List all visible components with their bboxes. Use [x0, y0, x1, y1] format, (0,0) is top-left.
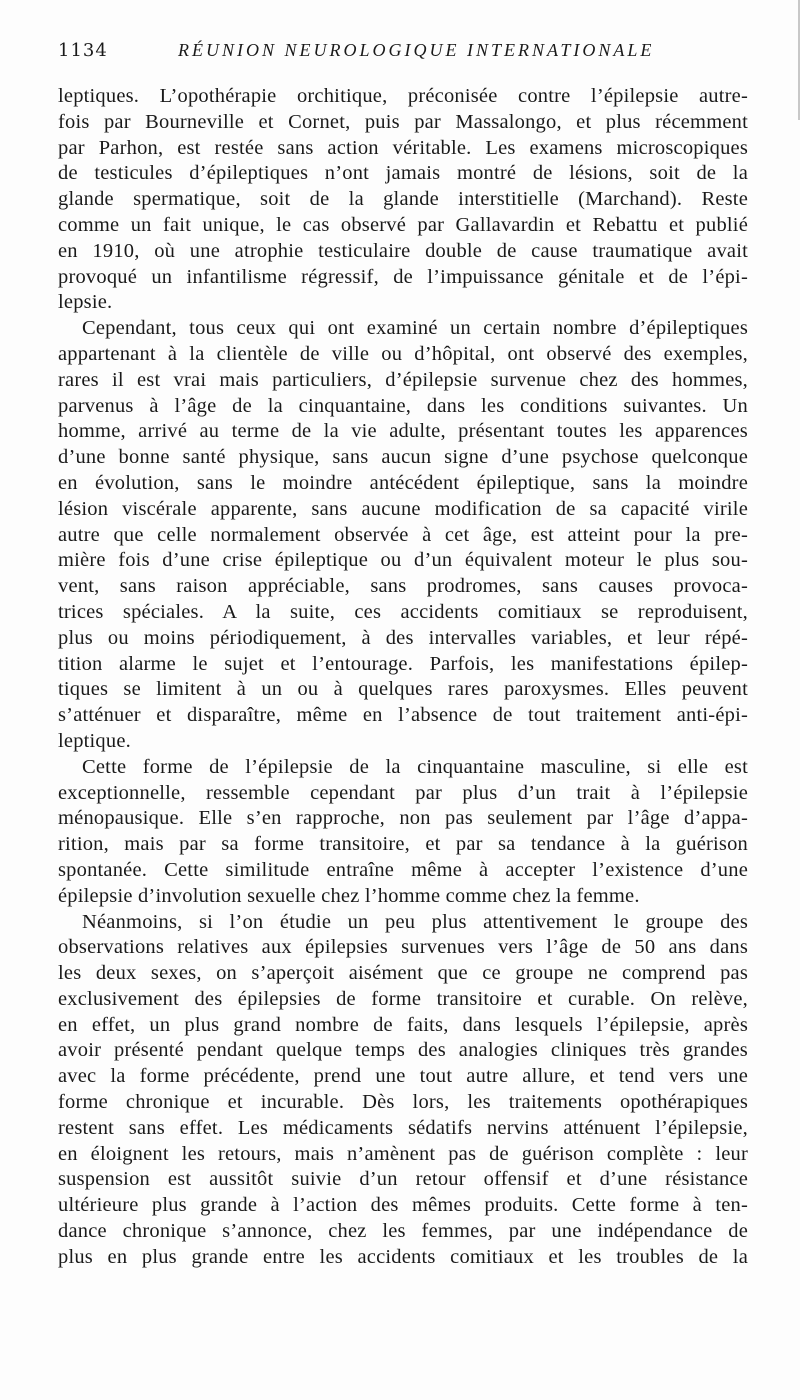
- running-head: [58, 40, 748, 68]
- text-line: ultérieure plus grande à l’action des mêmes produits. Cette forme à ten-: [58, 1194, 748, 1217]
- page-number: 1134: [58, 40, 108, 61]
- text-line: leptiques. L’opothérapie orchitique, préconisée contre l’épilepsie autre-: [58, 85, 748, 107]
- text-line: spontanée. Cette similitude entraîne même à accepter l’existence d’une: [58, 858, 748, 881]
- text-line: les deux sexes, on s’aperçoit aisément que ce groupe ne comprend pas: [58, 962, 748, 985]
- text-line: observations relatives aux épilepsies survenues vers l’âge de 50 ans dans: [58, 936, 748, 959]
- text-line: exclusivement des épilepsies de forme transitoire et curable. On relève,: [58, 987, 748, 1010]
- text-line: Cette forme de l’épilepsie de la cinquantaine masculine, si elle est: [82, 755, 748, 778]
- text-line: par Parhon, est restée sans action véritable. Les examens microscopiques: [58, 136, 748, 159]
- text-line: rition, mais par sa forme transitoire, et par sa tendance à la guérison: [58, 833, 748, 856]
- text-line: épilepsie d’involution sexuelle chez l’homme comme chez la femme.: [58, 884, 640, 907]
- text-line: exceptionnelle, ressemble cependant par plus d’un trait à l’épilepsie: [58, 781, 748, 804]
- text-line: Cependant, tous ceux qui ont examiné un certain nombre d’épileptiques: [82, 317, 748, 340]
- text-line: forme chronique et incurable. Dès lors, les traitements opothérapiques: [58, 1091, 748, 1114]
- text-line: en évolution, sans le moindre antécédent épileptique, sans la moindre: [58, 471, 748, 494]
- text-line: rares il est vrai mais particuliers, d’épilepsie survenue chez des hommes,: [58, 368, 748, 391]
- text-line: plus ou moins périodiquement, à des intervalles variables, et leur répé-: [58, 626, 748, 649]
- text-line: appartenant à la clientèle de ville ou d’hôpital, ont observé des exemples,: [58, 342, 748, 365]
- text-line: d’une bonne santé physique, sans aucun signe d’une psychose quelconque: [58, 446, 748, 469]
- text-line: lésion viscérale apparente, sans aucune modification de sa capacité virile: [58, 497, 748, 520]
- text-line: avoir présenté pendant quelque temps des analogies cliniques très grandes: [58, 1039, 748, 1062]
- text-line: vent, sans raison appréciable, sans prodromes, sans causes provoca-: [58, 575, 748, 598]
- text-line: mière fois d’une crise épileptique ou d’un équivalent moteur le plus sou-: [58, 549, 748, 572]
- text-line: leptique.: [58, 729, 131, 752]
- text-line: comme un fait unique, le cas observé par Gallavardin et Rebattu et publié: [58, 213, 748, 236]
- text-line: s’atténuer et disparaître, même en l’absence de tout traitement anti-épi-: [58, 704, 748, 727]
- text-line: tition alarme le sujet et l’entourage. Parfois, les manifestations épilep-: [58, 652, 748, 675]
- paragraph: [58, 316, 748, 755]
- text-line: Néanmoins, si l’on étudie un peu plus attentivement le groupe des: [82, 910, 748, 933]
- text-line: autre que celle normalement observée à cet âge, est atteint pour la pre-: [58, 523, 748, 546]
- text-line: restent sans effet. Les médicaments sédatifs nervins atténuent l’épilepsie,: [58, 1116, 748, 1139]
- body-text: [58, 84, 748, 1271]
- text-line: de testicules d’épileptiques n’ont jamais montré de lésions, soit de la: [58, 162, 748, 185]
- text-line: dance chronique s’annonce, chez les femmes, par une indépendance de: [58, 1220, 748, 1243]
- text-line: suspension est aussitôt suivie d’un retour offensif et d’une résistance: [58, 1168, 748, 1191]
- paragraph: [58, 755, 748, 910]
- text-line: lepsie.: [58, 291, 113, 314]
- paragraph: [58, 910, 748, 1271]
- text-line: homme, arrivé au terme de la vie adulte, présentant toutes les apparences: [58, 420, 748, 443]
- text-line: en 1910, où une atrophie testiculaire double de cause traumatique avait: [58, 239, 748, 262]
- text-line: ménopausique. Elle s’en rapproche, non pas seulement par l’âge d’appa-: [58, 807, 748, 830]
- journal-title: RÉUNION NEUROLOGIQUE INTERNATIONALE: [178, 40, 655, 60]
- text-line: provoqué un infantilisme régressif, de l’impuissance génitale et de l’épi-: [58, 265, 748, 288]
- text-line: glande spermatique, soit de la glande interstitielle (Marchand). Reste: [58, 188, 748, 211]
- text-line: en éloignent les retours, mais n’amènent pas de guérison complète : leur: [58, 1142, 748, 1165]
- text-line: fois par Bourneville et Cornet, puis par Massalongo, et plus récemment: [58, 110, 748, 133]
- text-line: en effet, un plus grand nombre de faits, dans lesquels l’épilepsie, après: [58, 1013, 748, 1036]
- text-line: plus en plus grande entre les accidents comitiaux et les troubles de la: [58, 1245, 748, 1268]
- text-line: parvenus à l’âge de la cinquantaine, dans les conditions suivantes. Un: [58, 394, 748, 417]
- text-line: avec la forme précédente, prend une tout autre allure, et tend vers une: [58, 1065, 748, 1088]
- paragraph: [58, 84, 748, 316]
- text-line: trices spéciales. A la suite, ces accidents comitiaux se reproduisent,: [58, 600, 748, 623]
- text-line: tiques se limitent à un ou à quelques rares paroxysmes. Elles peuvent: [58, 678, 748, 701]
